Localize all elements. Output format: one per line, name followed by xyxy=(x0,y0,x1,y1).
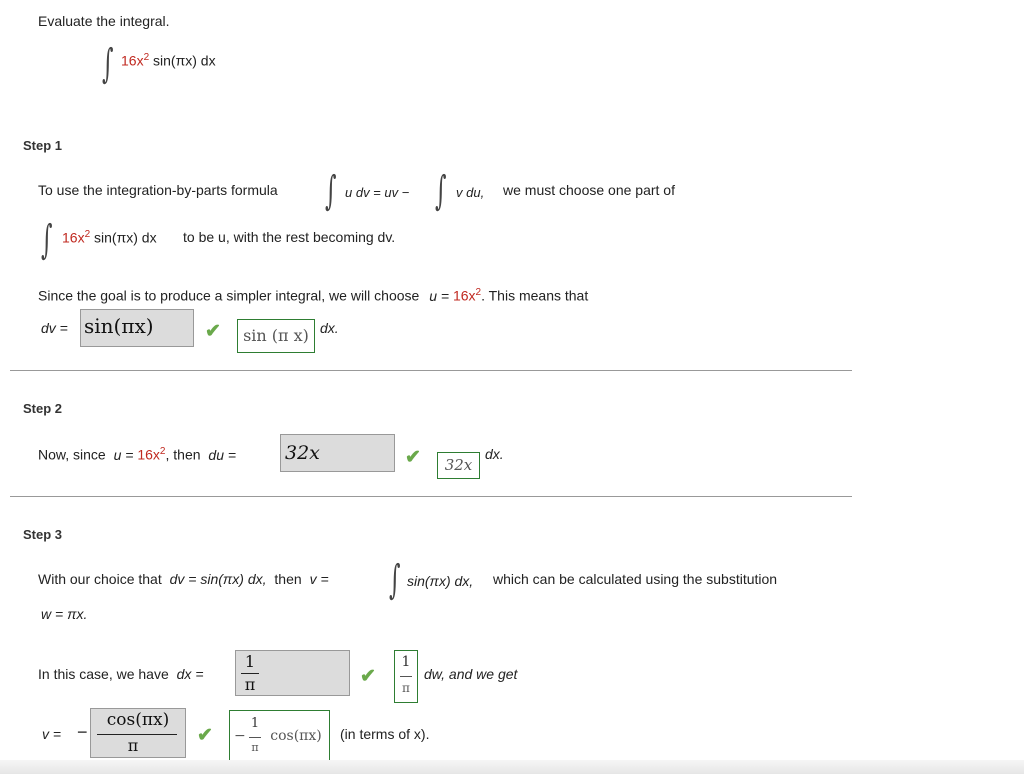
checkmark-icon: ✔ xyxy=(205,321,221,342)
fraction-bar xyxy=(241,673,259,674)
v-answer xyxy=(229,710,330,763)
fraction-bar xyxy=(400,676,412,677)
problem-prompt: Evaluate the integral. xyxy=(38,13,170,29)
step2-mid: , then xyxy=(165,446,201,463)
v-input-num: cos(πx) xyxy=(106,710,170,730)
step3-prefix: With our choice that xyxy=(38,571,162,587)
dx-input-den: π xyxy=(244,675,256,694)
integral-sign-icon: ∫ xyxy=(389,557,401,603)
dv-answer: sin (π x) xyxy=(237,319,315,353)
v-ans-den: π xyxy=(251,741,259,754)
formula-right: v du, xyxy=(456,185,485,200)
v-label: v = xyxy=(42,726,62,742)
step2-label: Step 2 xyxy=(23,401,63,416)
step3-line1 xyxy=(38,571,329,587)
step1-line1-suffix: we must choose one part of xyxy=(503,182,675,198)
dx-label: dx = xyxy=(176,666,204,682)
u-exp: 2 xyxy=(475,287,482,298)
dv-input[interactable]: sin(πx) xyxy=(80,309,194,347)
du-answer: 32x xyxy=(437,452,480,479)
divider xyxy=(10,496,852,497)
step3-v-eq: v = xyxy=(309,571,329,587)
integral-sign-icon: ∫ xyxy=(435,168,447,214)
v-ans-minus: − xyxy=(234,728,246,744)
divider xyxy=(10,370,852,371)
step1-integral xyxy=(62,229,157,246)
integral-sign-icon: ∫ xyxy=(102,41,114,87)
du-label: du = xyxy=(208,446,237,463)
w-substitution: w = πx. xyxy=(41,606,88,622)
dx-answer xyxy=(394,650,418,703)
checkmark-icon: ✔ xyxy=(360,666,376,687)
step3-then: then xyxy=(274,571,302,587)
step1-line2-suffix: to be u, with the rest becoming dv. xyxy=(183,229,396,245)
step1-line3-suffix: . This means that xyxy=(481,287,589,304)
dx-input-num: 1 xyxy=(244,652,256,671)
v-input[interactable] xyxy=(90,708,186,758)
step3-label: Step 3 xyxy=(23,527,63,542)
du-tail: dx. xyxy=(485,446,504,462)
integrand-rest: sin(πx) dx xyxy=(149,52,216,69)
int2-exp: 2 xyxy=(84,229,91,240)
dv-label: dv = xyxy=(41,320,68,336)
integral-sign-icon: ∫ xyxy=(41,217,53,263)
integral-sign-icon: ∫ xyxy=(325,168,337,214)
step1-line3-prefix: Since the goal is to produce a simpler integral, we will choose xyxy=(38,287,420,304)
step1-label: Step 1 xyxy=(23,138,63,153)
case-prefix xyxy=(38,666,204,682)
int2-rest: sin(πx) dx xyxy=(90,229,157,246)
problem-integral xyxy=(121,52,216,69)
step3-v-int: sin(πx) dx, xyxy=(407,573,474,589)
int2-coeff: 16x xyxy=(62,229,85,246)
v-ans-num: 1 xyxy=(250,716,260,731)
formula-left: u dv = uv − xyxy=(345,185,410,200)
v-minus: − xyxy=(77,722,88,742)
checkmark-icon: ✔ xyxy=(405,447,421,468)
v-ans-tail: cos(πx) xyxy=(270,728,322,744)
dx-tail xyxy=(424,666,517,682)
case-prefix-text: In this case, we have xyxy=(38,666,169,682)
step1-line3 xyxy=(38,287,588,304)
dx-ans-den: π xyxy=(402,681,410,695)
fraction-bar xyxy=(97,734,177,735)
integrand-exp: 2 xyxy=(143,52,150,63)
step2-u-coeff: 16x xyxy=(137,446,160,463)
step2-text xyxy=(38,446,236,463)
dx-tail-text: dw, and we get xyxy=(424,666,518,682)
v-input-den: π xyxy=(127,736,139,755)
step2-u-exp: 2 xyxy=(159,446,166,457)
dx-ans-num: 1 xyxy=(401,654,411,670)
dv-tail: dx. xyxy=(320,320,339,336)
step2-prefix: Now, since xyxy=(38,446,106,463)
step3-suffix: which can be calculated using the substitution xyxy=(493,571,778,587)
step2-u-eq: u = xyxy=(113,446,134,463)
du-input[interactable]: 32x xyxy=(280,434,395,472)
u-eq: u = xyxy=(429,287,450,304)
bottom-bar xyxy=(0,760,1024,774)
u-coeff: 16x xyxy=(452,287,476,304)
step3-dv-expr: dv = sin(πx) dx, xyxy=(169,571,267,587)
v-note: (in terms of x). xyxy=(340,726,430,742)
fraction-bar xyxy=(249,737,261,738)
integrand-coeff: 16x xyxy=(121,52,144,69)
checkmark-icon: ✔ xyxy=(197,725,213,746)
step1-line1-prefix: To use the integration-by-parts formula xyxy=(38,182,278,198)
dx-input[interactable] xyxy=(235,650,350,696)
